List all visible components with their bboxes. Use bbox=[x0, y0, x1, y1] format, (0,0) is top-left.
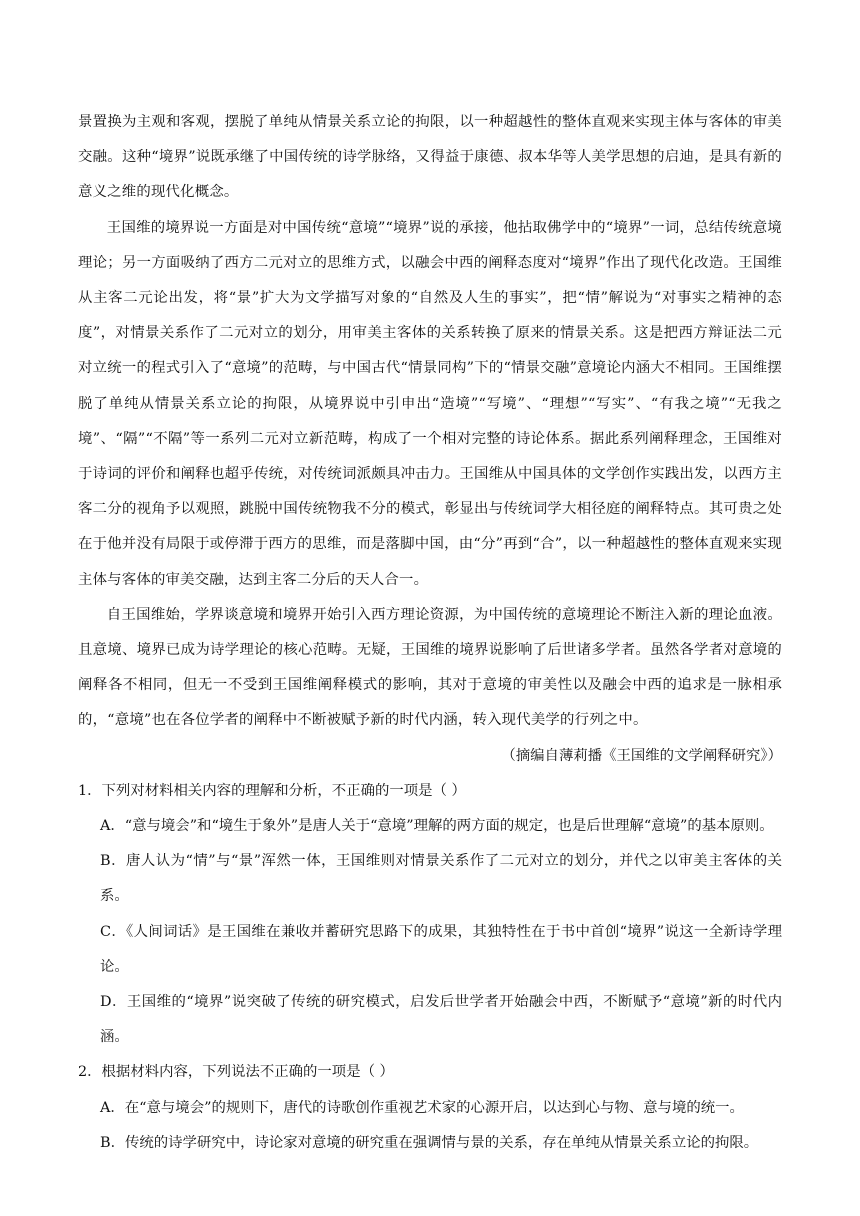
paragraph-3: 自王国维始，学界谈意境和境界开始引入西方理论资源，为中国传统的意境理论不断注入新的理论血液。且意境、境界已成为诗学理论的核心范畴。无疑，王国维的境界说影响了后世诸多学者。虽然各学者对意境的阐释各不相同，但无一不受到王国维阐释模式的影响，其对于意境的审美性以及融会中西的追求是一脉相承的，“意境”也在各位学者的阐释中不断被赋予新的时代内涵，转入现代美学的行列之中。 bbox=[78, 606, 782, 729]
question-1-option-c: C．《人间词话》是王国维在兼收并蓄研究思路下的成果，其独特性在于书中首创“境界”说这一全新诗学理论。 bbox=[100, 923, 782, 975]
paragraph-2: 王国维的境界说一方面是对中国传统“意境”“境界”说的承接，他拈取佛学中的“境界”一词，总结传统意境理论；另一方面吸纳了西方二元对立的思维方式，以融会中西的阐释态度对“境界”作出了现代化改造。王国维从主客二元论出发，将“景”扩大为文学描写对象的“自然及人生的事实”，把“情”解说为“对事实之精神的态度”，对情景关系作了二元对立的划分，用审美主客体的关系转换了原来的情景关系。这是把西方辩证法二元对立统一的程式引入了“意境”的范畴，与中国古代“情景同构”下的“情景交融”意境论内涵大不相同。王国维摆脱了单纯从情景关系立论的拘限，从境界说中引申出“造境”“写境”、“理想”“写实”、“有我之境”“无我之境”、“隔”“不隔”等一系列二元对立新范畴，构成了一个相对完整的诗论体系。据此系列阐释理念，王国维对于诗词的评价和阐释也超乎传统，对传统词派颇具冲击力。王国维从中国具体的文学创作实践出发，以西方主客二分的视角予以观照，跳脱中国传统物我不分的模式，彰显出与传统词学大相径庭的阐释特点。其可贵之处在于他并没有局限于或停滞于西方的思维，而是落脚中国，由“分”再到“合”，以一种超越性的整体直观来实现主体与客体的审美交融，达到主客二分后的天人合一。 bbox=[78, 219, 782, 588]
question-1-option-d: D．王国维的“境界”说突破了传统的研究模式，启发后世学者开始融会中西，不断赋予“意境”新的时代内涵。 bbox=[100, 994, 783, 1046]
question-2-option-a: A．在“意与境会”的规则下，唐代的诗歌创作重视艺术家的心源开启，以达到心与物、意与境的统一。 bbox=[100, 1099, 744, 1116]
question-1-option-b: B．唐人认为“情”与“景”浑然一体，王国维则对情景关系作了二元对立的划分，并代之以审美主客体的关系。 bbox=[100, 853, 782, 905]
question-1 bbox=[78, 774, 782, 1056]
question-1-option-a: A．“意与境会”和“境生于象外”是唐人关于“意境”理解的两方面的规定，也是后世理解“意境”的基本原则。 bbox=[100, 818, 774, 835]
source-citation: （摘编自薄莉播《王国维的文学阐释研究》） bbox=[501, 747, 782, 764]
document-body bbox=[78, 105, 782, 1161]
paragraph-1: 景置换为主观和客观，摆脱了单纯从情景关系立论的拘限，以一种超越性的整体直观来实现主体与客体的审美交融。这种“境界”说既承继了中国传统的诗学脉络，又得益于康德、叔本华等人美学思想的启迪，是具有新的意义之维的现代化概念。 bbox=[78, 114, 782, 201]
question-1-title: 1．下列对材料相关内容的理解和分析，不正确的一项是（ ） bbox=[78, 782, 466, 799]
question-2-option-b: B．传统的诗学研究中，诗论家对意境的研究重在强调情与景的关系，存在单纯从情景关系立论的拘限。 bbox=[100, 1134, 759, 1151]
question-2-title: 2．根据材料内容，下列说法不正确的一项是（ ） bbox=[78, 1064, 394, 1081]
question-2 bbox=[78, 1055, 782, 1161]
